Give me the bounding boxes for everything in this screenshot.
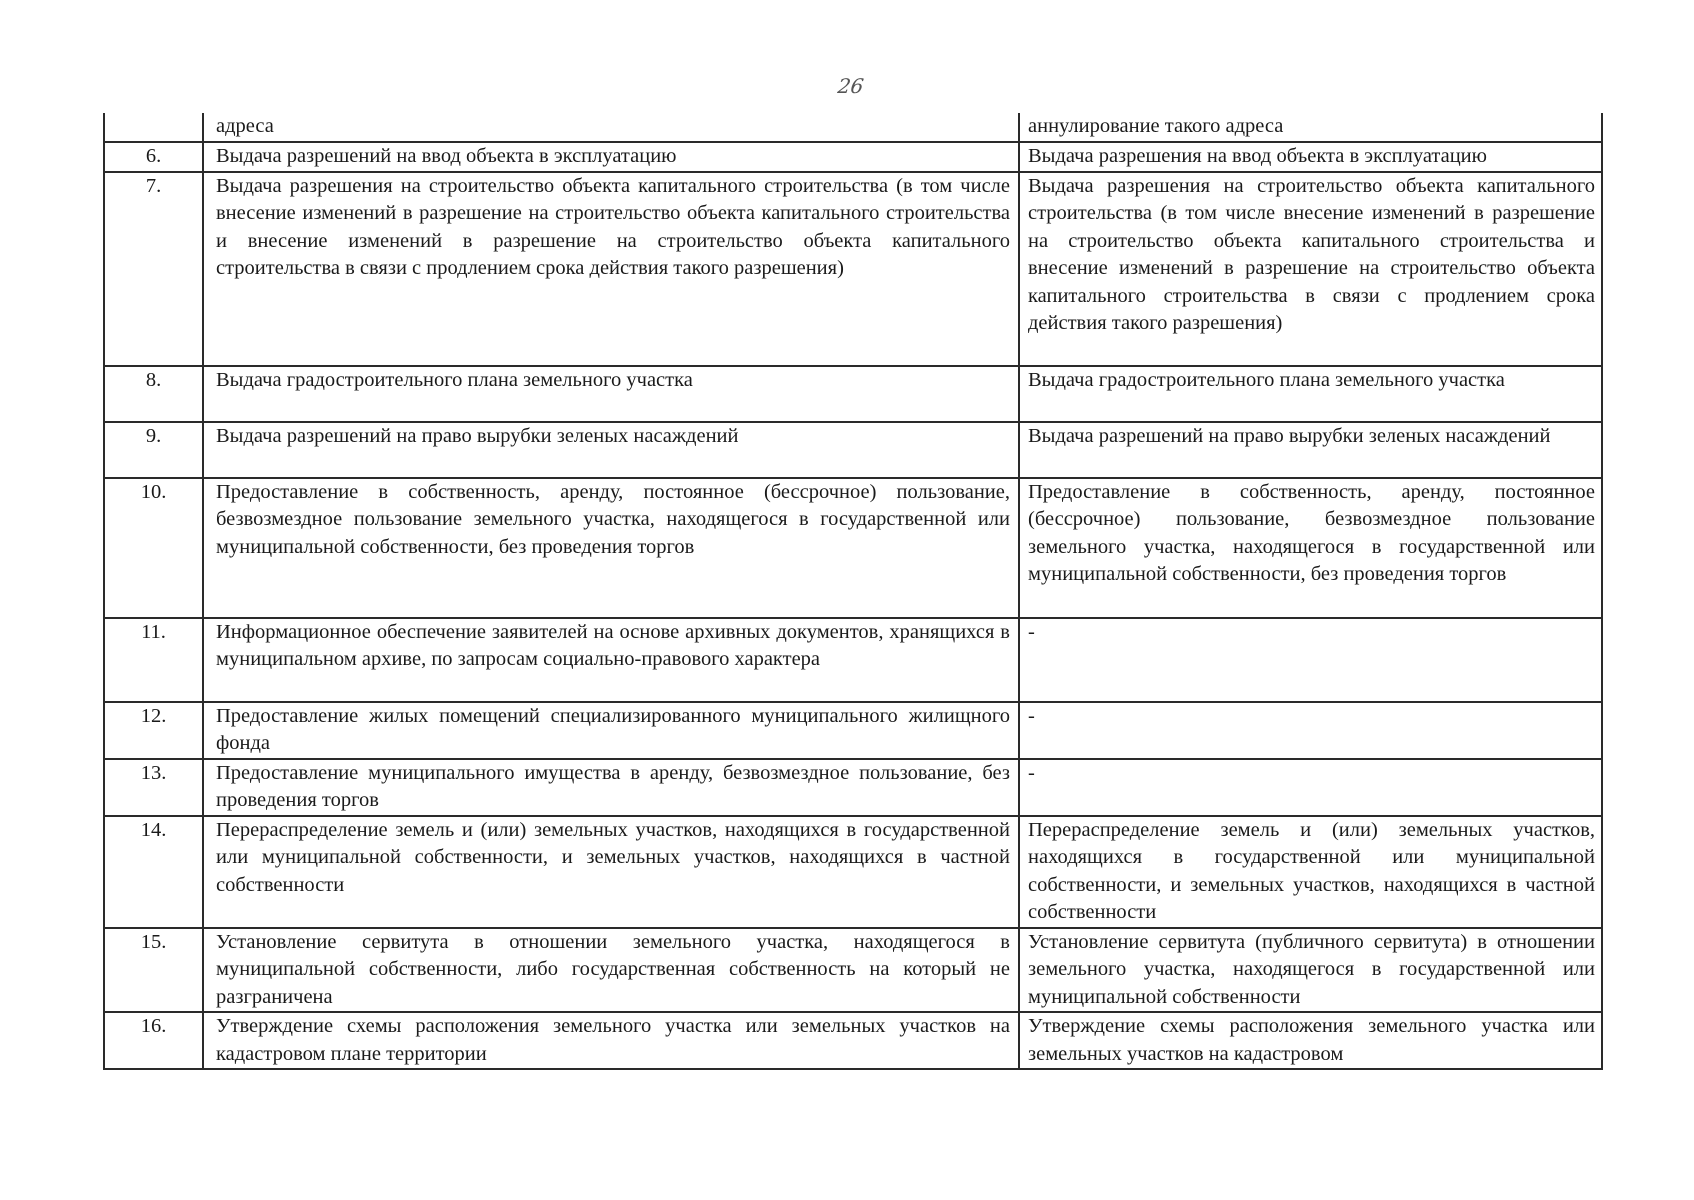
service-name: Выдача разрешения на строительство объекта капитального строительства (в том числе внесение изменений в разрешение на строительство объекта капитального строительства и внесение изменений в разрешение на строительство объекта капитального строительства в связи с продлением срока действия такого разрешения) <box>203 172 1019 366</box>
row-number: 6. <box>104 142 203 172</box>
table-row <box>104 478 1602 618</box>
service-equivalent: Выдача разрешения на ввод объекта в эксплуатацию <box>1019 142 1602 172</box>
service-equivalent: - <box>1019 702 1602 759</box>
service-equivalent: - <box>1019 618 1602 702</box>
row-number: 8. <box>104 366 203 422</box>
table-row <box>104 366 1602 422</box>
service-equivalent: Установление сервитута (публичного сервитута) в отношении земельного участка, находящегося в государственной или муниципальной собственности <box>1019 928 1602 1013</box>
service-equivalent: - <box>1019 759 1602 816</box>
service-equivalent: Предоставление в собственность, аренду, постоянное (бессрочное) пользование, безвозмездное пользование земельного участка, находящегося в государственной или муниципальной собственности, без проведения торгов <box>1019 478 1602 618</box>
row-number: 15. <box>104 928 203 1013</box>
table-row <box>104 113 1602 142</box>
service-equivalent: Выдача разрешения на строительство объекта капитального строительства (в том числе внесение изменений в разрешение на строительство объекта капитального строительства и внесение изменений в разрешение на строительство объекта капитального строительства в связи с продлением срока действия такого разрешения) <box>1019 172 1602 366</box>
row-number: 14. <box>104 816 203 928</box>
service-equivalent: Выдача разрешений на право вырубки зеленых насаждений <box>1019 422 1602 478</box>
service-name: Предоставление муниципального имущества в аренду, безвозмездное пользование, без проведения торгов <box>203 759 1019 816</box>
table-row <box>104 759 1602 816</box>
table-row <box>104 928 1602 1013</box>
row-number: 9. <box>104 422 203 478</box>
service-name: Утверждение схемы расположения земельного участка или земельных участков на кадастровом плане территории <box>203 1012 1019 1069</box>
table-row <box>104 618 1602 702</box>
row-number: 11. <box>104 618 203 702</box>
row-number: 7. <box>104 172 203 366</box>
page-number: 26 <box>836 74 866 98</box>
service-name: адреса <box>203 113 1019 142</box>
service-name: Предоставление в собственность, аренду, постоянное (бессрочное) пользование, безвозмездное пользование земельного участка, находящегося в государственной или муниципальной собственности, без проведения торгов <box>203 478 1019 618</box>
row-number: 10. <box>104 478 203 618</box>
row-number <box>104 113 203 142</box>
service-name: Выдача разрешений на ввод объекта в эксплуатацию <box>203 142 1019 172</box>
table-row <box>104 422 1602 478</box>
row-number: 16. <box>104 1012 203 1069</box>
service-name: Установление сервитута в отношении земельного участка, находящегося в муниципальной собственности, либо государственная собственность на который не разграничена <box>203 928 1019 1013</box>
table-row <box>104 816 1602 928</box>
service-name: Информационное обеспечение заявителей на основе архивных документов, хранящихся в муниципальном архиве, по запросам социально-правового характера <box>203 618 1019 702</box>
row-number: 13. <box>104 759 203 816</box>
service-name: Выдача разрешений на право вырубки зеленых насаждений <box>203 422 1019 478</box>
service-name: Выдача градостроительного плана земельного участка <box>203 366 1019 422</box>
table-row <box>104 172 1602 366</box>
table-row <box>104 1012 1602 1069</box>
service-equivalent: аннулирование такого адреса <box>1019 113 1602 142</box>
table-row <box>104 702 1602 759</box>
service-name: Перераспределение земель и (или) земельных участков, находящихся в государственной или муниципальной собственности, и земельных участков, находящихся в частной собственности <box>203 816 1019 928</box>
service-name: Предоставление жилых помещений специализированного муниципального жилищного фонда <box>203 702 1019 759</box>
table-row <box>104 142 1602 172</box>
service-equivalent: Утверждение схемы расположения земельного участка или земельных участков на кадастровом <box>1019 1012 1602 1069</box>
services-table <box>103 113 1603 1070</box>
row-number: 12. <box>104 702 203 759</box>
service-equivalent: Перераспределение земель и (или) земельных участков, находящихся в государственной или муниципальной собственности, и земельных участков, находящихся в частной собственности <box>1019 816 1602 928</box>
service-equivalent: Выдача градостроительного плана земельного участка <box>1019 366 1602 422</box>
